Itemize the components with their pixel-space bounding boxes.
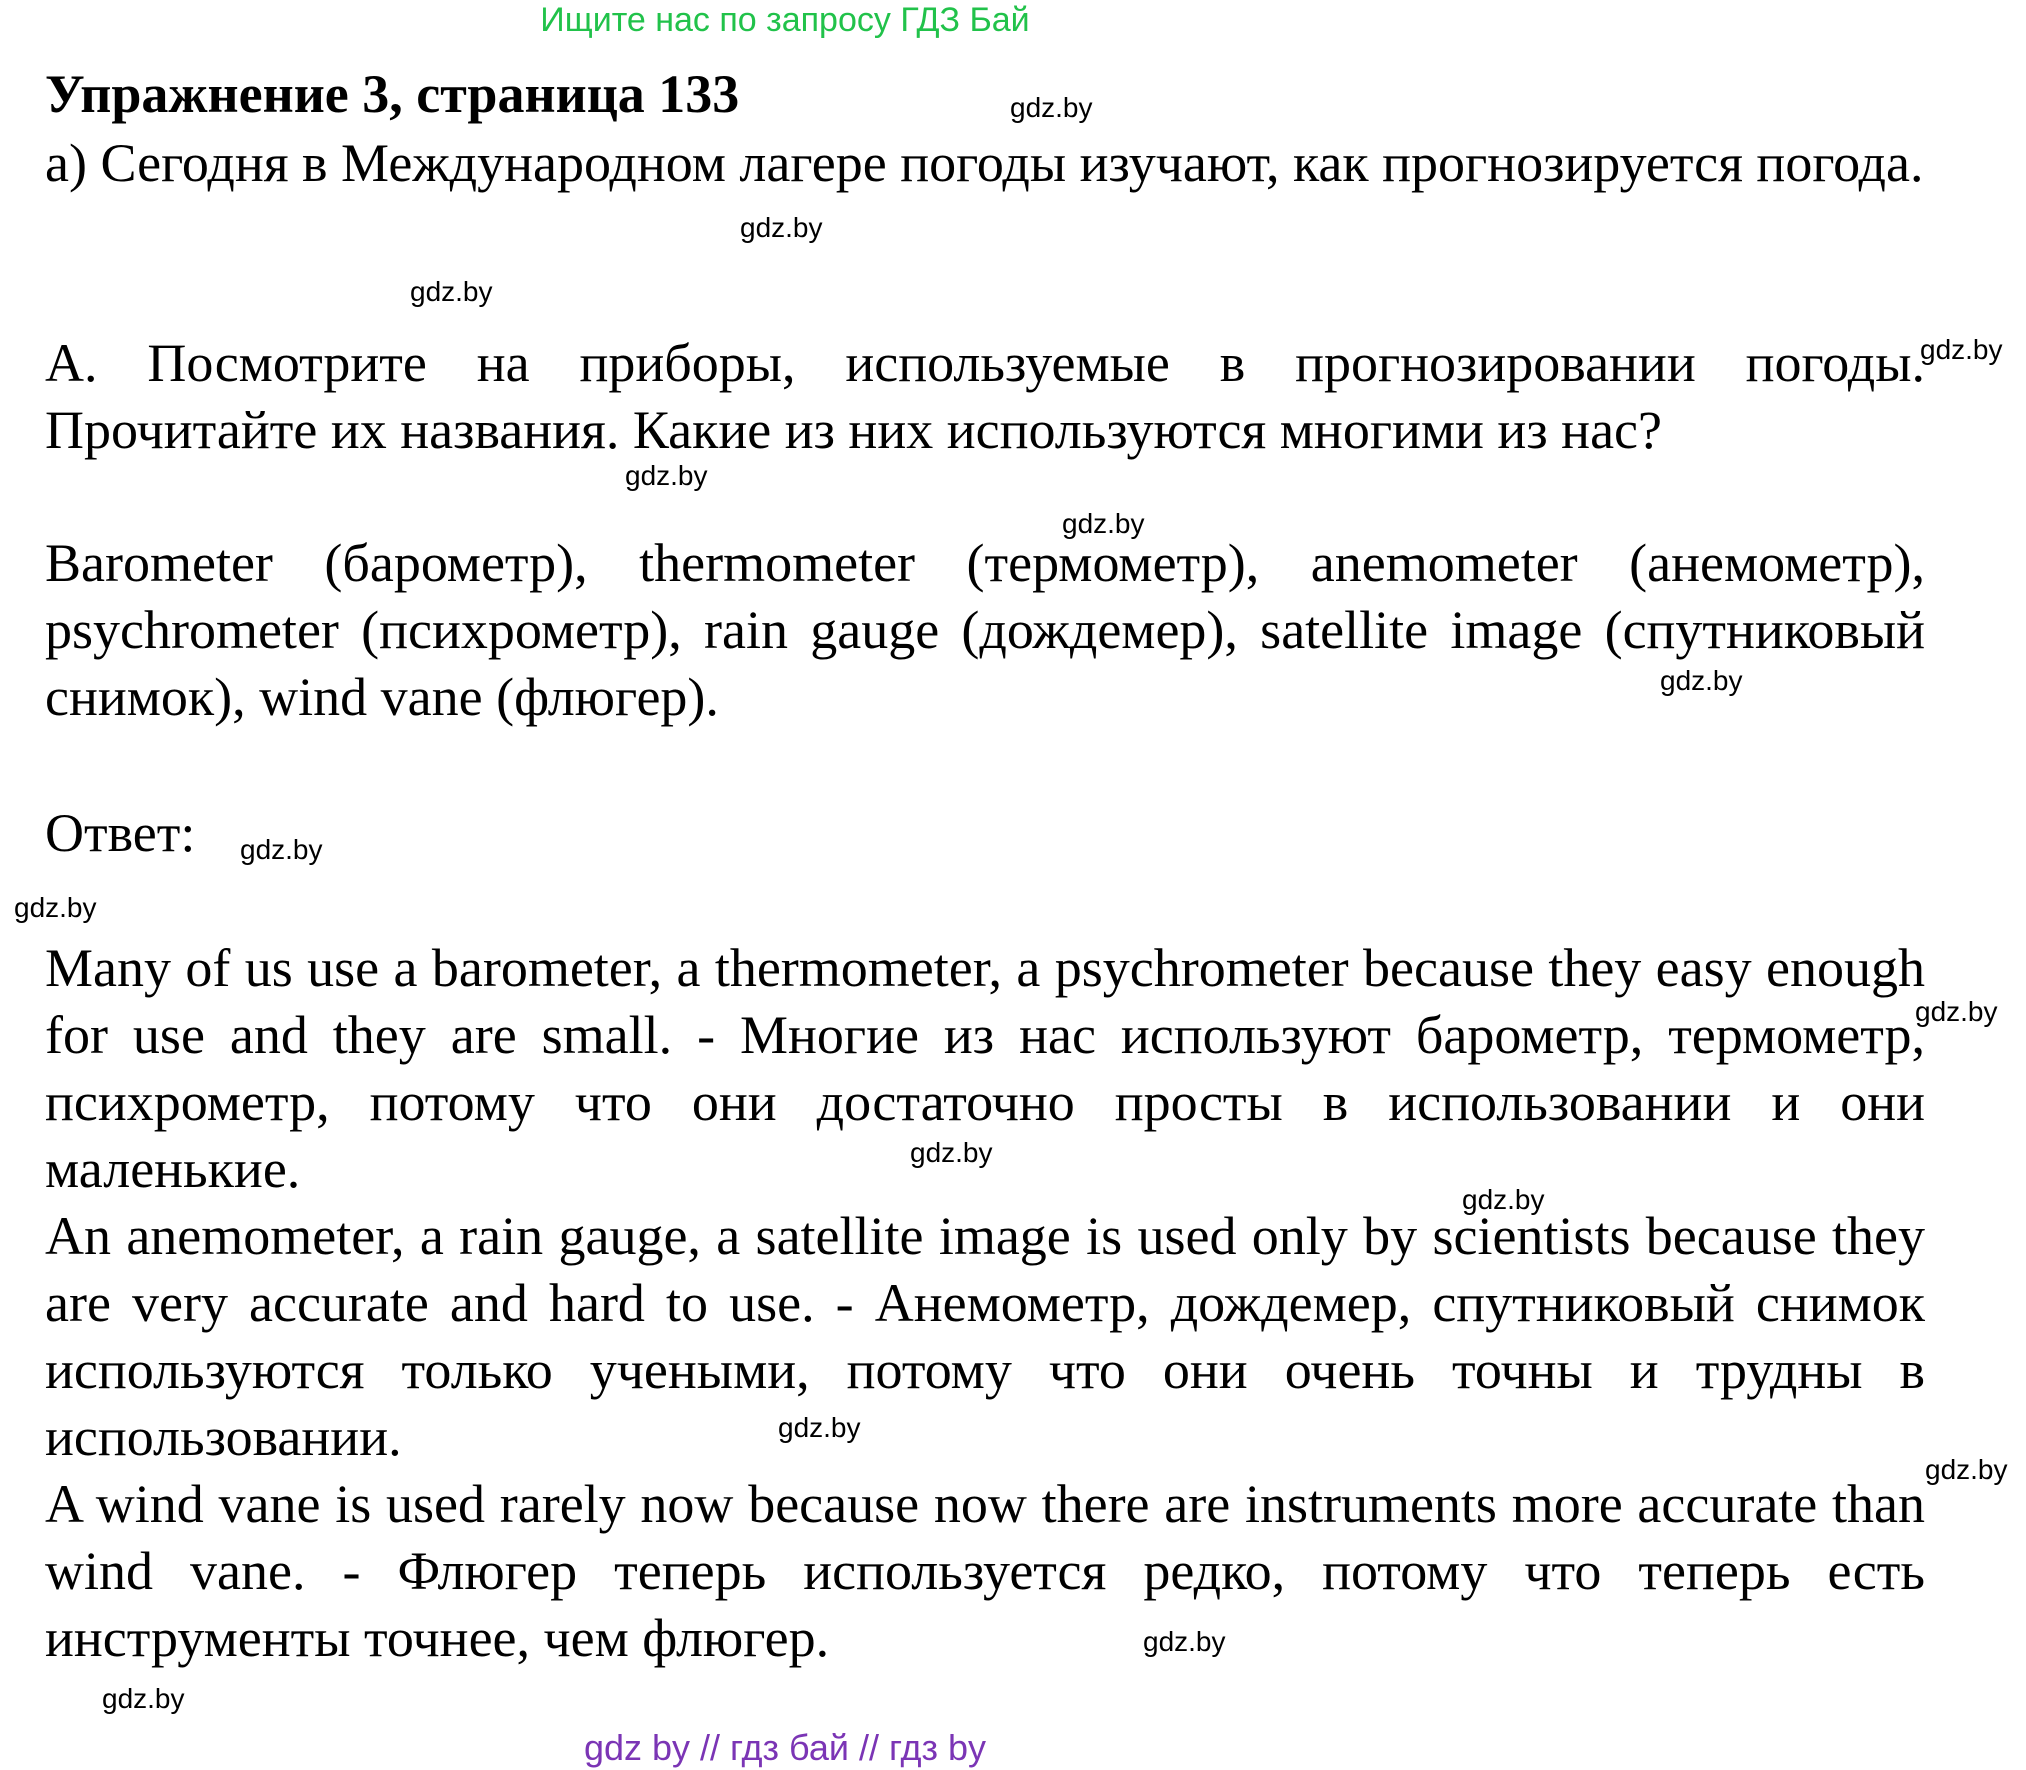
watermark: gdz.by bbox=[740, 212, 823, 243]
watermark: gdz.by bbox=[625, 460, 708, 491]
watermark: gdz.by bbox=[1925, 1454, 2008, 1485]
answer-paragraph-3: A wind vane is used rarely now because now there are instruments more accurate than wind vane. - Флюгер теперь используется редко, потому что теперь есть инструменты точнее, чем флюгер. bbox=[45, 1474, 1925, 1668]
watermark: gdz.by bbox=[1143, 1626, 1226, 1657]
watermark: gdz.by bbox=[14, 892, 97, 923]
footer-links[interactable]: gdz by // гдз бай // гдз by bbox=[583, 1727, 987, 1768]
watermark: gdz.by bbox=[910, 1137, 993, 1168]
watermark: gdz.by bbox=[102, 1683, 185, 1714]
watermark: gdz.by bbox=[1660, 665, 1743, 696]
task-paragraph: А. Посмотрите на приборы, используемые в прогнозировании погоды. Прочитайте их названия. Какие из них используются многими из нас? bbox=[45, 333, 1925, 460]
instruments-paragraph: Barometer (барометр), thermometer (термометр), anemometer (анемометр), psychrometer (психрометр), rain gauge (дождемер), satellite image (спутниковый снимок), wind vane (флюгер). bbox=[45, 533, 1925, 727]
answer-paragraph-2: An anemometer, a rain gauge, a satellite image is used only by scientists because they are very accurate and hard to use. - Анемометр, дождемер, спутниковый снимок используются только учеными, потому что они очень точны и трудны в использовании. bbox=[45, 1206, 1925, 1467]
answer-paragraph-1: Many of us use a barometer, a thermometer, a psychrometer because they easy enough for use and they are small. - Многие из нас используют барометр, термометр, психрометр, потому что они достаточно просты в использовании и они маленькие. bbox=[45, 938, 1925, 1199]
top-banner[interactable]: Ищите нас по запросу ГДЗ Бай bbox=[540, 1, 1030, 39]
watermark: gdz.by bbox=[410, 276, 493, 307]
watermark: gdz.by bbox=[778, 1412, 861, 1443]
watermark: gdz.by bbox=[240, 834, 323, 865]
intro-paragraph: а) Сегодня в Международном лагере погоды изучают, как прогнозируется погода. bbox=[45, 133, 1924, 193]
watermark: gdz.by bbox=[1010, 92, 1093, 123]
watermark: gdz.by bbox=[1920, 334, 2003, 365]
answer-label: Ответ: bbox=[45, 803, 196, 863]
exercise-heading: Упражнение 3, страница 133 bbox=[45, 64, 740, 124]
watermark: gdz.by bbox=[1062, 508, 1145, 539]
watermark: gdz.by bbox=[1915, 996, 1998, 1027]
watermark: gdz.by bbox=[1462, 1184, 1545, 1215]
